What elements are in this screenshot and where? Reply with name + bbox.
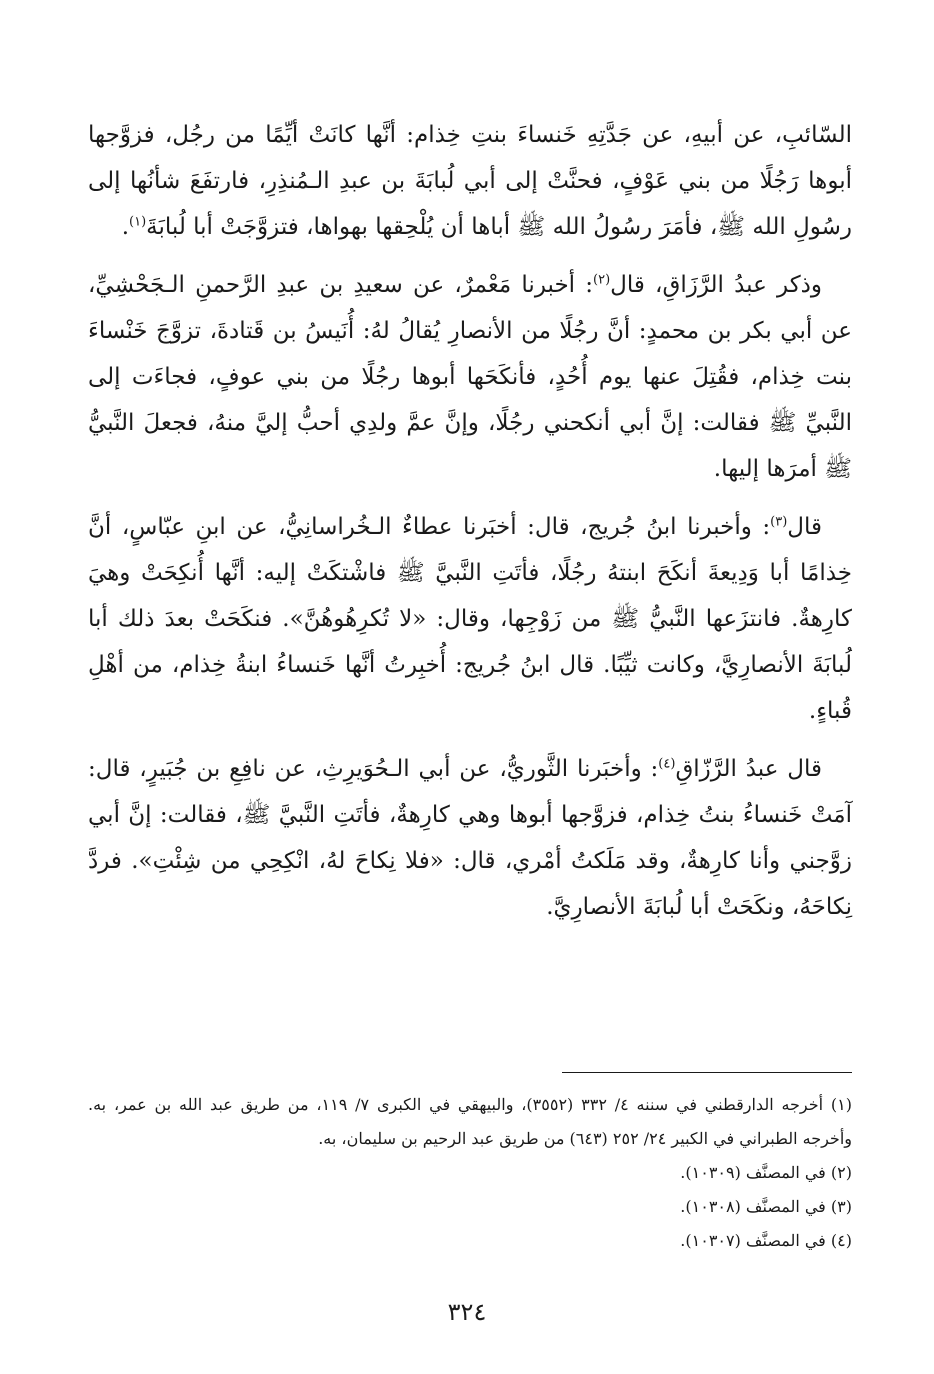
paragraph-2-lead: وذكر عبدُ الرَّزَاقِ، قال <box>610 272 822 298</box>
paragraph-3 <box>88 504 852 734</box>
footnote-3: (٣) في المصنَّف (١٠٣٠٨). <box>680 1197 852 1216</box>
paragraph-1-text: السّائبِ، عن أبيهِ، عن جَدَّتِهِ خَنساءَ بنتِ خِذام: أنَّها كانَتْ أيِّمًا من رجُل، فزوَّجها أبوها رَجُلًا من بني عَوْفٍ، فحنَّتْ إلى أبي لُبابَةَ بن عبدِ الـمُنذِرِ، فارتفَعَ شأنُها إلى رسُولِ الله ﷺ، فأمَرَ رسُولُ الله ﷺ أباها أن يُلْحِقها بهواها، فتزوَّجَتْ أبا لُبابَةَ <box>88 122 852 240</box>
paragraph-3-lead: قال <box>787 514 822 540</box>
paragraph-4 <box>88 746 852 930</box>
paragraph-2-text: : أخبرنا مَعْمرٌ، عن سعيدِ بن عبدِ الرَّحمنِ الـجَحْشِيِّ، عن أبي بكر بن محمدٍ: أنَّ رجُلًا من الأنصارِ يُقالُ لهُ: أُنَيسُ بن قَتادةَ، تزوَّجَ خَنْساءَ بنت خِذام، فقُتِلَ عنها يوم أُحُدٍ، فأنكَحَها أبوها رجُلًا من بني عوفٍ، فجاءَت إلى النَّبيِّ ﷺ فقالت: إنَّ أبي أنكحني رجُلًا، وإنَّ عمَّ ولدِي أحبُّ إليَّ منهُ، فجعلَ النَّبيُّ ﷺ أمرَها إليها. <box>88 272 852 482</box>
paragraph-2 <box>88 262 852 492</box>
footnotes <box>88 1088 852 1258</box>
paragraph-3-text: : وأخبرنا ابنُ جُريج، قال: أخبَرنا عطاءٌ الـخُراسانِيُّ، عن ابنِ عبّاسٍ، أنَّ خِذامًا أبا وَدِيعةَ أنكَحَ ابنتهُ رجُلًا، فأتَتِ النَّبيَّ ﷺ فاشْتكَتْ إليه: أنَّها أُنكِحَتْ وهيَ كارِهةٌ. فانتزَعها النَّبيُّ ﷺ من زَوْجِها، وقال: «لا تُكرِهُوهُنَّ». فنكَحَتْ بعدَ ذلك أبا لُبابَةَ الأنصارِيَّ، وكانت ثيِّبًا. قال ابنُ جُريج: أُخبِرتُ أنَّها خَنساءُ ابنةُ خِذام، من أهْلِ قُباءٍ. <box>88 514 852 724</box>
paragraph-4-text: : وأخبَرنا الثَّوريُّ، عن أبي الـحُوَيرِثِ، عن نافِعِ بن جُبَيرٍ، قال: آمَتْ خَنساءُ بنتُ خِذام، فزوَّجها أبوها وهي كارِهةٌ، فأتَتِ النَّبيَّ ﷺ، فقالت: إنَّ أبي زوَّجني وأنا كارِهةٌ، وقد مَلَكتُ أمْري، قال: «فلا نِكاحَ لهُ، انْكِحِي من شِئْتِ». فردَّ نِكاحَهُ، ونكَحَتْ أبا لُبابَةَ الأنصارِيَّ. <box>88 756 852 920</box>
footnote-2: (٢) في المصنَّف (١٠٣٠٩). <box>680 1163 852 1182</box>
footnote-ref-3: (٣) <box>770 514 788 530</box>
main-text <box>88 112 852 942</box>
paragraph-1 <box>88 112 852 250</box>
page-number: ٣٢٤ <box>447 1298 487 1326</box>
paragraph-1-end: . <box>121 214 129 240</box>
paragraph-4-lead: قال عبدُ الرَّزّاقِ <box>675 756 822 782</box>
footnote-1: (١) أخرجه الدارقطني في سننه ٤/ ٣٣٢ (٣٥٥٢)، والبيهقي في الكبرى ٧/ ١١٩، من طريق عبد الله بن عمر، به. وأخرجه الطبراني في الكبير ٢٤/ ٢٥٢ (٦٤٣) من طريق عبد الرحيم بن سليمان، به. <box>88 1095 853 1148</box>
footnote-ref-1: (١) <box>129 214 147 230</box>
footnote-4: (٤) في المصنَّف (١٠٣٠٧). <box>680 1231 852 1250</box>
footnote-separator <box>562 1072 852 1073</box>
footnote-ref-4: (٤) <box>658 756 676 772</box>
footnote-ref-2: (٢) <box>593 272 611 288</box>
